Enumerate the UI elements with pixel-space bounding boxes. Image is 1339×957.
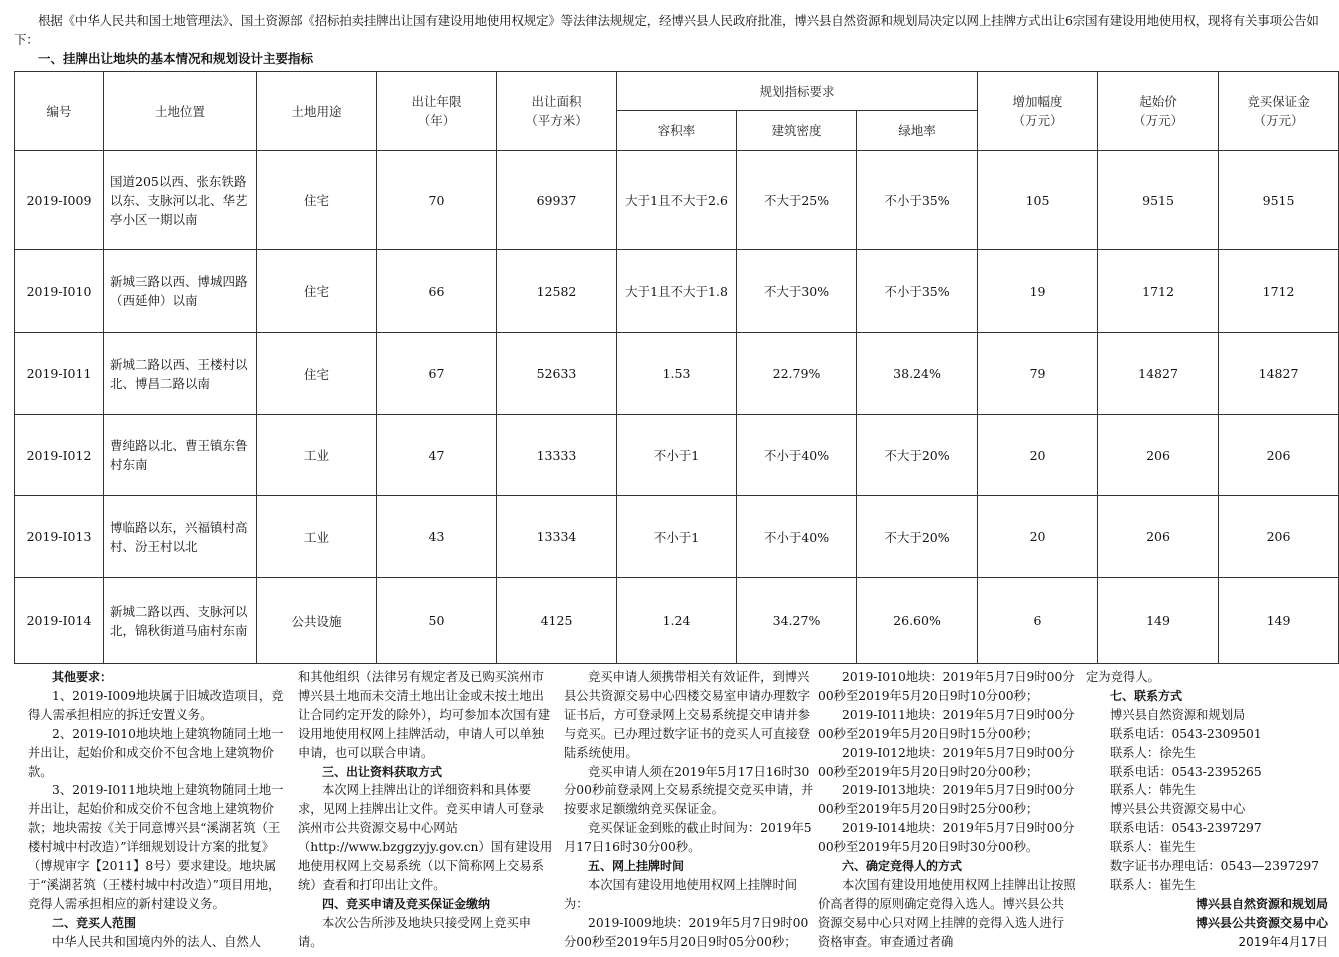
cell-deposit: 1712 [1219,250,1339,333]
cell-deposit: 149 [1219,578,1339,664]
signature-date: 2019年4月17日 [1238,934,1328,949]
cell-increment: 20 [978,496,1098,578]
cell-increment: 79 [978,333,1098,415]
cell-location: 新城二路以西、王楼村以北、博昌二路以南 [104,333,257,415]
cell-density: 34.27% [737,578,857,664]
cell-start-price: 1712 [1098,250,1219,333]
header-area-unit: （平方米） [525,113,588,128]
cell-location: 国道205以西、张东铁路以东、支脉河以北、华艺亭小区一期以南 [104,151,257,250]
header-area [497,72,617,151]
section5-paragraph: 本次国有建设用地使用权网上挂牌时间为： [564,877,798,911]
section1-title: 一、挂牌出让地块的基本情况和规划设计主要指标 [38,51,314,66]
section7-title: 七、联系方式 [1110,688,1183,703]
cell-term: 50 [377,578,497,664]
table-row [15,578,1339,664]
requirement-3: 3、2019-I011地块地上建筑物随同土地一并出让，起始价和成交价不包含地上建筑物价款；地块需按《关于同意博兴县“溪湖茗筑（王楼村城中村改造）”详细规划设计方案的批复》（博规审字【2011】8号）要求建设。地块属于“溪湖茗筑（王楼村城中村改造）”项目用地，竞得人需承担相应的新村建设义务。 [28,783,284,911]
cell-start-price: 149 [1098,578,1219,664]
cell-green: 不大于20% [857,415,978,496]
header-increment-unit: （万元） [1012,113,1063,128]
header-use: 土地用途 [257,72,377,151]
cell-area: 52633 [497,333,617,415]
section2-paragraph: 中华人民共和国境内外的法人、自然人 [52,934,262,949]
listing-time-i010: 2019-I010地块：2019年5月7日9时00分00秒至2019年5月20日9时10分00秒； [818,670,1075,703]
cell-green: 不大于20% [857,496,978,578]
contact-org-2: 博兴县公共资源交易中心 [1110,802,1246,817]
cell-id: 2019-I013 [15,496,104,578]
cell-id: 2019-I010 [15,250,104,333]
cell-use: 公共设施 [257,578,377,664]
header-term [377,72,497,151]
cell-density: 22.79% [737,333,857,415]
listing-time-i009: 2019-I009地块：2019年5月7日9时00分00秒至2019年5月20日9时05分00秒； [564,915,809,949]
cell-term: 43 [377,496,497,578]
cell-area: 13334 [497,496,617,578]
cell-area: 4125 [497,578,617,664]
column-5 [1086,668,1328,952]
cell-area: 69937 [497,151,617,250]
listing-time-i014: 2019-I014地块：2019年5月7日9时00分00秒至2019年5月20日9时30分00秒。 [818,821,1075,855]
header-location: 土地位置 [104,72,257,151]
cell-use: 工业 [257,415,377,496]
cell-area: 12582 [497,250,617,333]
listing-time-i013: 2019-I013地块：2019年5月7日9时00分00秒至2019年5月20日9时25分00秒； [818,783,1075,817]
cell-far: 大于1且不大于2.6 [617,151,737,250]
cell-area: 13333 [497,415,617,496]
contact-phone-2: 联系电话：0543-2395265 [1110,764,1262,779]
cell-term: 47 [377,415,497,496]
header-term-label: 出让年限 [411,94,462,109]
table-row [15,415,1339,496]
cell-start-price: 14827 [1098,333,1219,415]
header-far: 容积率 [617,111,737,151]
header-planning: 规划指标要求 [617,72,978,111]
cell-far: 不小于1 [617,415,737,496]
header-term-unit: （年） [417,113,456,128]
section3-title: 三、出让资料获取方式 [322,764,443,779]
table-row [15,250,1339,333]
section4-certificate-paragraph: 竞买申请人须携带相关有效证件，到博兴县公共资源交易中心四楼交易室申请办理数字证书后，方可登录网上交易系统提交申请并参与竞买。已办理过数字证书的竞买人可直接登陆系统使用。 [564,670,810,760]
column-4 [818,668,1076,952]
cell-use: 住宅 [257,250,377,333]
header-increment-label: 增加幅度 [1012,94,1063,109]
signature-trading-center: 博兴县公共资源交易中心 [1195,915,1328,930]
header-start-label: 起始价 [1139,94,1177,109]
section3-paragraph: 本次网上挂牌出让的详细资料和具体要求，见网上挂牌出让文件。竞买申请人可登录滨州市公共资源交易中心网站（http://www.bzggzyjy.gov.cn）国有建设用地使用权网上交易系统（以下简称网上交易系统）查看和打印出让文件。 [298,783,553,892]
cell-increment: 6 [978,578,1098,664]
section2-title: 二、竞买人范围 [52,915,137,930]
column-3 [564,668,820,952]
header-start-unit: （万元） [1133,113,1184,128]
contact-org-1: 博兴县自然资源和规划局 [1110,707,1246,722]
cell-term: 66 [377,250,497,333]
header-deposit-unit: （万元） [1253,113,1304,128]
section2-continued: 和其他组织（法律另有规定者及已购买滨州市博兴县土地而未交清土地出让金或未按土地出让合同约定开发的除外），均可参加本次国有建设用地使用权网上挂牌活动，申请人可以单独申请，也可以联合申请。 [298,670,551,760]
contact-person-4: 联系人：崔先生 [1110,877,1197,892]
section4-title: 四、竞买申请及竞买保证金缴纳 [322,896,491,911]
table-row [15,496,1339,578]
contact-person-3: 联系人：崔先生 [1110,840,1197,855]
cell-term: 70 [377,151,497,250]
column-1 [28,668,286,952]
cell-start-price: 9515 [1098,151,1219,250]
cell-deposit: 206 [1219,496,1339,578]
cell-id: 2019-I009 [15,151,104,250]
cell-far: 大于1且不大于1.8 [617,250,737,333]
section4-deadline-paragraph: 竞买申请人须在2019年5月17日16时30分00秒前登录网上交易系统提交竞买申请，并按要求足额缴纳竞买保证金。 [564,764,814,817]
table-row [15,333,1339,415]
contact-phone-3: 联系电话：0543-2397297 [1110,821,1262,836]
cell-deposit: 206 [1219,415,1339,496]
cell-location: 新城三路以西、博城四路（西延伸）以南 [104,250,257,333]
cell-deposit: 9515 [1219,151,1339,250]
contact-person-1: 联系人：徐先生 [1110,745,1197,760]
cell-increment: 19 [978,250,1098,333]
cell-id: 2019-I014 [15,578,104,664]
certificate-phone: 数字证书办理电话：0543—2397297 [1110,859,1320,874]
intro-paragraph: 根据《中华人民共和国土地管理法》、国土资源部《招标拍卖挂牌出让国有建设用地使用权规定》等法律法规规定，经博兴县人民政府批准，博兴县自然资源和规划局决定以网上挂牌方式出让6宗国有建设用地使用权，现将有关事项公告如下： [14,13,1319,47]
contact-person-2: 联系人：韩先生 [1110,783,1197,798]
cell-term: 67 [377,333,497,415]
cell-start-price: 206 [1098,496,1219,578]
header-deposit-label: 竞买保证金 [1247,94,1310,109]
listing-time-i012: 2019-I012地块：2019年5月7日9时00分00秒至2019年5月20日9时20分00秒； [818,745,1075,779]
cell-location: 博临路以东，兴福镇村高村、汾王村以北 [104,496,257,578]
cell-use: 工业 [257,496,377,578]
header-id: 编号 [15,72,104,151]
contact-phone-1: 联系电话：0543-2309501 [1110,726,1262,741]
requirement-2: 2、2019-I010地块地上建筑物随同土地一并出让，起始价和成交价不包含地上建筑物价款。 [28,726,284,779]
cell-location: 曹纯路以北、曹王镇东鲁村东南 [104,415,257,496]
cell-id: 2019-I011 [15,333,104,415]
section6-continued: 定为竞得人。 [1086,670,1160,684]
listing-time-i011: 2019-I011地块：2019年5月7日9时00分00秒至2019年5月20日9时15分00秒； [818,707,1075,741]
table-row [15,151,1339,250]
cell-green: 38.24% [857,333,978,415]
header-increment [978,72,1098,151]
header-area-label: 出让面积 [531,94,582,109]
header-density: 建筑密度 [737,111,857,151]
signature-bureau: 博兴县自然资源和规划局 [1195,896,1328,911]
cell-green: 不小于35% [857,151,978,250]
cell-density: 不大于30% [737,250,857,333]
cell-far: 不小于1 [617,496,737,578]
cell-green: 不小于35% [857,250,978,333]
cell-location: 新城二路以西、支脉河以北，锦秋街道马庙村东南 [104,578,257,664]
cell-increment: 105 [978,151,1098,250]
cell-density: 不小于40% [737,496,857,578]
cell-increment: 20 [978,415,1098,496]
cell-far: 1.24 [617,578,737,664]
header-start-price [1098,72,1219,151]
cell-start-price: 206 [1098,415,1219,496]
cell-use: 住宅 [257,333,377,415]
land-parcel-table [14,71,1339,664]
cell-use: 住宅 [257,151,377,250]
cell-density: 不小于40% [737,415,857,496]
section4-deposit-deadline: 竞买保证金到账的截止时间为：2019年5月17日16时30分00秒。 [564,821,812,855]
cell-id: 2019-I012 [15,415,104,496]
section4-paragraph: 本次公告所涉及地块只接受网上竞买申请。 [298,915,532,949]
cell-green: 26.60% [857,578,978,664]
section5-title: 五、网上挂牌时间 [588,859,685,874]
column-2 [298,668,554,952]
header-deposit [1219,72,1339,151]
header-green: 绿地率 [857,111,978,151]
notice-body [14,668,1338,957]
other-requirements-title: 其他要求： [52,670,113,684]
cell-density: 不大于25% [737,151,857,250]
section6-title: 六、确定竞得人的方式 [842,859,963,874]
section6-paragraph: 本次国有建设用地使用权网上挂牌出让按照价高者得的原则确定竞得入选人。博兴县公共资源交易中心只对网上挂牌的竞得入选人进行资格审查。审查通过者确 [818,877,1076,949]
cell-far: 1.53 [617,333,737,415]
requirement-1: 1、2019-I009地块属于旧城改造项目，竞得人需承担相应的拆迁安置义务。 [28,688,284,722]
cell-deposit: 14827 [1219,333,1339,415]
